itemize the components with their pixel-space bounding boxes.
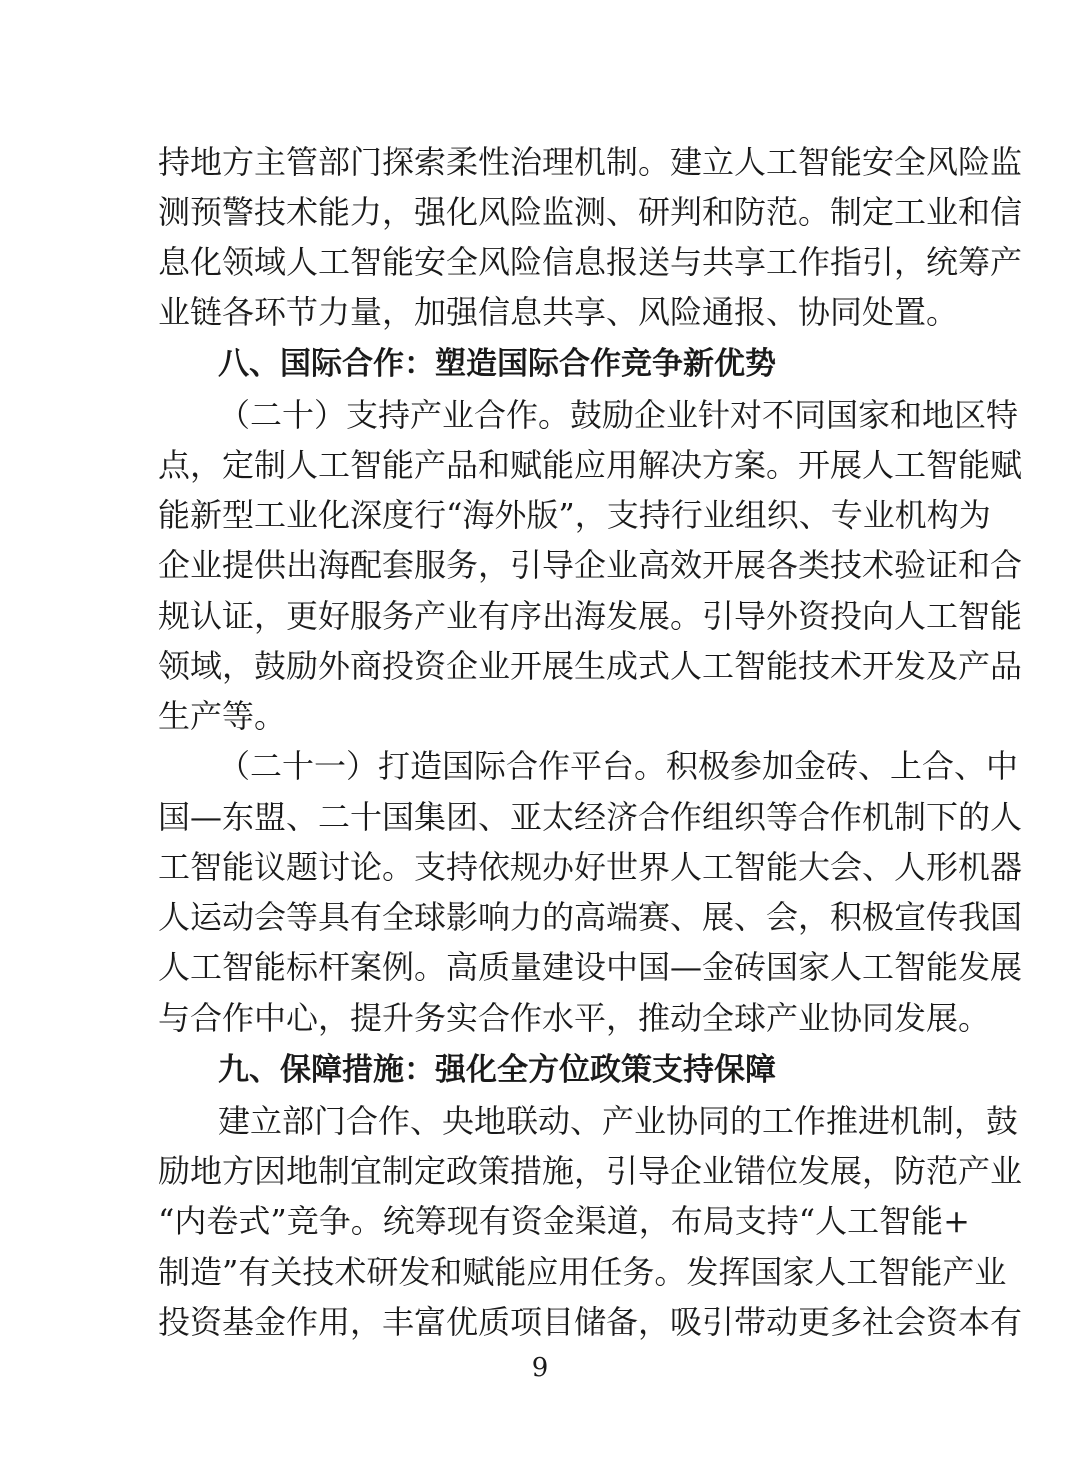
- body-text-line: 领域，鼓励外商投资企业开展生成式人工智能技术开发及产品: [158, 647, 1023, 685]
- paragraph-first-line: 建立部门合作、央地联动、产业协同的工作推进机制，鼓: [218, 1102, 1019, 1140]
- body-text-line: 持地方主管部门探索柔性治理机制。建立人工智能安全风险监: [158, 143, 1023, 181]
- body-text-line: 企业提供出海配套服务，引导企业高效开展各类技术验证和合: [158, 546, 1023, 584]
- paragraph-first-line: （二十）支持产业合作。鼓励企业针对不同国家和地区特: [218, 396, 1019, 434]
- body-text-line: 人运动会等具有全球影响力的高端赛、展、会，积极宣传我国: [158, 898, 1023, 936]
- body-text-line: 规认证，更好服务产业有序出海发展。引导外资投向人工智能: [158, 597, 1023, 635]
- body-text-line: 业链各环节力量，加强信息共享、风险通报、协同处置。: [158, 293, 959, 331]
- section-heading-international-cooperation: 八、国际合作：塑造国际合作竞争新优势: [218, 346, 776, 382]
- body-text-line: 制造”有关技术研发和赋能应用任务。发挥国家人工智能产业: [158, 1253, 1007, 1291]
- paragraph-first-line: （二十一）打造国际合作平台。积极参加金砖、上合、中: [218, 747, 1019, 785]
- body-text-line: 工智能议题讨论。支持依规办好世界人工智能大会、人形机器: [158, 848, 1023, 886]
- section-heading-safeguard-measures: 九、保障措施：强化全方位政策支持保障: [218, 1052, 776, 1088]
- body-text-line: 测预警技术能力，强化风险监测、研判和防范。制定工业和信: [158, 193, 1023, 231]
- body-text-line: 息化领域人工智能安全风险信息报送与共享工作指引，统筹产: [158, 243, 1023, 281]
- body-text-line: 投资基金作用，丰富优质项目储备，吸引带动更多社会资本有: [158, 1303, 1023, 1341]
- body-text-line: 能新型工业化深度行“海外版”，支持行业组织、专业机构为: [158, 496, 991, 534]
- body-text-line: 励地方因地制宜制定政策措施，引导企业错位发展，防范产业: [158, 1152, 1023, 1190]
- body-text-line: 点，定制人工智能产品和赋能应用解决方案。开展人工智能赋: [158, 446, 1023, 484]
- body-text-line: 与合作中心，提升务实合作水平，推动全球产业协同发展。: [158, 999, 991, 1037]
- body-text-line: 生产等。: [158, 697, 287, 735]
- body-text-line: “内卷式”竞争。统筹现有资金渠道，布局支持“人工智能+: [158, 1202, 970, 1240]
- page-number: 9: [531, 1353, 549, 1383]
- body-text-line: 国—东盟、二十国集团、亚太经济合作组织等合作机制下的人: [158, 798, 1023, 836]
- body-text-line: 人工智能标杆案例。高质量建设中国—金砖国家人工智能发展: [158, 948, 1023, 986]
